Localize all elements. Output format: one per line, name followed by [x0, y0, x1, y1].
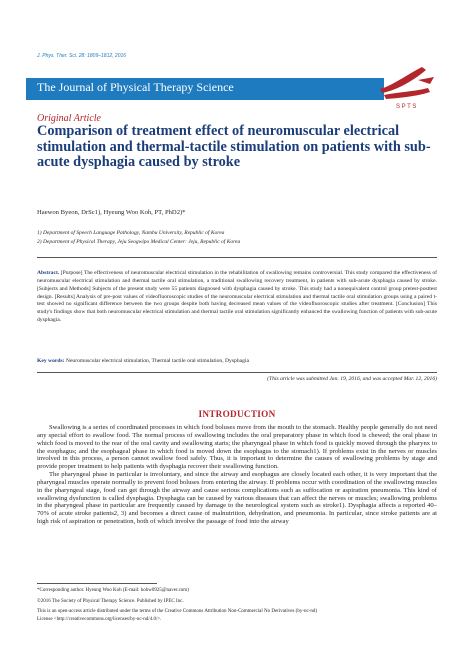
abstract-text: [Purpose] The effectiveness of neuromuscular electrical stimulation in the rehabilitation of swallowing remains controversial. This study compared the effectiveness of neuromuscular electrical stimulation and thermal tactile oral stimulation, a traditional swallowing recovery treatment, in patients with sub-acute dysphagia caused by stroke. [Subjects and Methods] Subjects of the present study were 55 patients diagnosed with dysphagia caused by stroke. This study had a nonequivalent control group pretest-posttest design. [Results] Analysis of pre-post values of videofluoroscopic studies of the neuromuscular electrical stimulation and thermal tactile oral stimulation groups using a paired t-test showed no significant difference between the two groups despite both having decreased mean values of the videofluoroscopic studies after treatment. [Conclusion] This study's findings show that both neuromuscular electrical stimulation and thermal tactile oral stimulation significantly enhanced the swallowing function of patients with sub-acute dysphagia. — [37, 270, 437, 324]
article-title: Comparison of treatment effect of neuromuscular electrical stimulation and thermal-tactile stimulation on patients with sub-acute dysphagia caused by stroke — [37, 123, 431, 170]
footnote-rule — [37, 583, 157, 584]
paragraph: The pharyngeal phase in particular is involuntary, and since the airway and esophagus are closely located each other, it is very important that the pharyngeal muscles operate normally to prevent food boluses from entering the airway. If problems occur with coordination of the swallowing muscles in the pharyngeal stage, food can get through the airway and cause serious complications such as suffocation or aspiration pneumonia. This kind of swallowing dysfunction is called dysphagia. Dysphagia can be caused by various diseases that can affect the nerves or muscles; swallowing problems in the pharyngeal phase in particular are frequently caused by damage to the neurological system such as stroke1). Dysphagia affects a reported 40–70% of acute stroke patients2, 3) and becomes a direct cause of malnutrition, dehydration, and pneumonia. In particular, since stroke patients are at high risk of aspiration or penetration, both of which involve the passage of food into the airway — [37, 471, 437, 526]
corresponding-author: *Corresponding author. Hyeung Woo Koh (E-mail: kohw0925@naver.com) — [37, 588, 189, 593]
spts-logo-icon — [370, 62, 440, 112]
paragraph: Swallowing is a series of coordinated processes in which food boluses move from the mouth to the stomach. Healthy people generally do not need any special effort to swallow food. The normal process of swallowing includes the oral preparatory phase in which food is chewed; the oral phase in which food is moved to the rear of the oral cavity and swallowing starts; the pharyngeal phase in which food is quickly moved through the pharynx to the esophagus; and the esophageal phase in which food is moved down the esophagus to the stomach1). If problems exist in the nerves or muscles involved in this process, a person cannot swallow food safely. Thus, it is important to determine the causes of swallowing problems by stage and provide proper treatment to help patients with dysphagia recover their swallowing function. — [37, 424, 437, 471]
journal-citation: J. Phys. Ther. Sci. 28: 1809–1812, 2016 — [37, 53, 127, 59]
body-text — [37, 424, 437, 526]
license-line-2: License <http://creativecommons.org/licenses/by-nc-nd/4.0/>. — [37, 617, 162, 622]
copyright-notice: ©2016 The Society of Physical Therapy Science. Published by IPEC Inc. — [37, 599, 184, 604]
abstract — [37, 270, 437, 325]
author-list: Haewon Byeon, DrSc1), Hyeung Woo Koh, PT, PhD2)* — [37, 209, 186, 216]
journal-title: The Journal of Physical Therapy Science — [37, 80, 234, 94]
abstract-bottom-rule — [37, 372, 437, 373]
affiliation-2: 2) Department of Physical Therapy, Jeju Seogwipo Medical Center: Jeju, Republic of Korea — [37, 239, 241, 245]
keywords-text: Neuromuscular electrical stimulation, Thermal tactile oral stimulation, Dysphagia — [65, 358, 249, 364]
keywords-label: Key words: — [37, 358, 65, 364]
article-type: Original Article — [37, 113, 101, 124]
submission-dates: (This article was submitted Jan. 19, 2016, and was accepted Mar. 12, 2016) — [267, 376, 437, 382]
keywords — [37, 358, 437, 366]
affiliation-1: 1) Department of Speech Language Pathology, Nambu University, Republic of Korea — [37, 230, 225, 236]
abstract-label: Abstract. — [37, 270, 60, 276]
license-line-1: This is an open-access article distributed under the terms of the Creative Commons Attribution Non-Commercial No Derivatives (by-nc-nd) — [37, 609, 318, 614]
logo-text: S P T S — [396, 104, 417, 110]
section-heading: INTRODUCTION — [198, 409, 276, 419]
abstract-top-rule — [37, 257, 437, 258]
